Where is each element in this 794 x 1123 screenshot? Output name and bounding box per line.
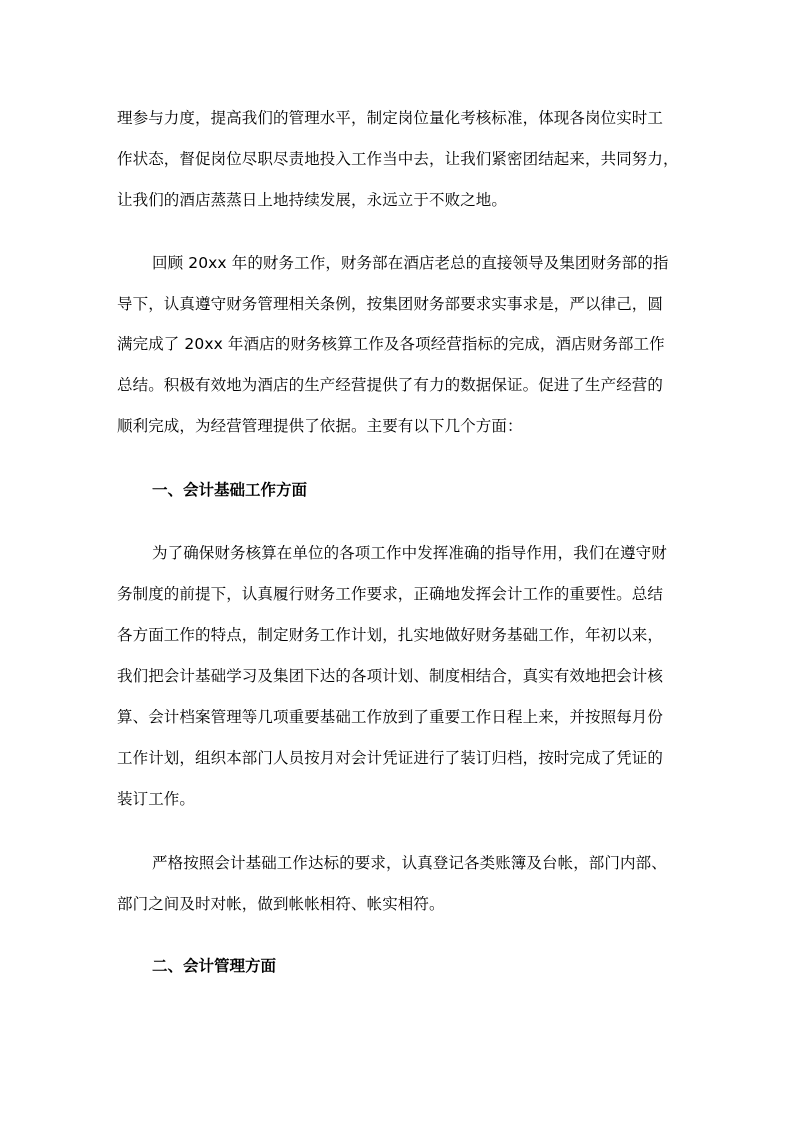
paragraph-line: 理参与力度，提高我们的管理水平，制定岗位量化考核标准，体现各岗位实时工 [117, 109, 664, 127]
paragraph-line: 满完成了 20xx 年酒店的财务核算工作及各项经营指标的完成，酒店财务部工作 [117, 335, 665, 353]
paragraph-line: 我们把会计基础学习及集团下达的各项计划、制度相结合，真实有效地把会计核 [117, 667, 664, 685]
paragraph-line: 让我们的酒店蒸蒸日上地持续发展，永远立于不败之地。 [117, 191, 508, 209]
section-heading: 二、会计管理方面 [152, 957, 277, 975]
paragraph-line: 回顾 20xx 年的财务工作，财务部在酒店老总的直接领导及集团财务部的指 [152, 254, 669, 272]
paragraph-line: 务制度的前提下，认真履行财务工作要求，正确地发挥会计工作的重要性。总结 [117, 585, 664, 603]
paragraph-line: 各方面工作的特点，制定财务工作计划，扎实地做好财务基础工作，年初以来， [117, 626, 664, 644]
paragraph-line: 工作计划，组织本部门人员按月对会计凭证进行了装订归档，按时完成了凭证的 [117, 749, 664, 767]
paragraph-line: 顺利完成，为经营管理提供了依据。主要有以下几个方面： [117, 417, 523, 435]
paragraph-line: 算、会计档案管理等几项重要基础工作放到了重要工作日程上来，并按照每月份 [117, 708, 664, 726]
paragraph-line: 总结。积极有效地为酒店的生产经营提供了有力的数据保证。促进了生产经营的 [117, 376, 664, 394]
section-heading: 一、会计基础工作方面 [152, 481, 308, 499]
paragraph-line: 作状态，督促岗位尽职尽责地投入工作当中去，让我们紧密团结起来，共同努力， [117, 150, 679, 168]
paragraph-line: 导下，认真遵守财务管理相关条例，按集团财务部要求实事求是，严以律己，圆 [117, 295, 664, 313]
paragraph-line: 装订工作。 [117, 790, 196, 808]
paragraph-line: 部门之间及时对帐，做到帐帐相符、帐实相符。 [117, 895, 445, 913]
paragraph-line: 为了确保财务核算在单位的各项工作中发挥准确的指导作用，我们在遵守财 [152, 544, 667, 562]
paragraph-line: 严格按照会计基础工作达标的要求，认真登记各类账簿及台帐，部门内部、 [152, 854, 667, 872]
